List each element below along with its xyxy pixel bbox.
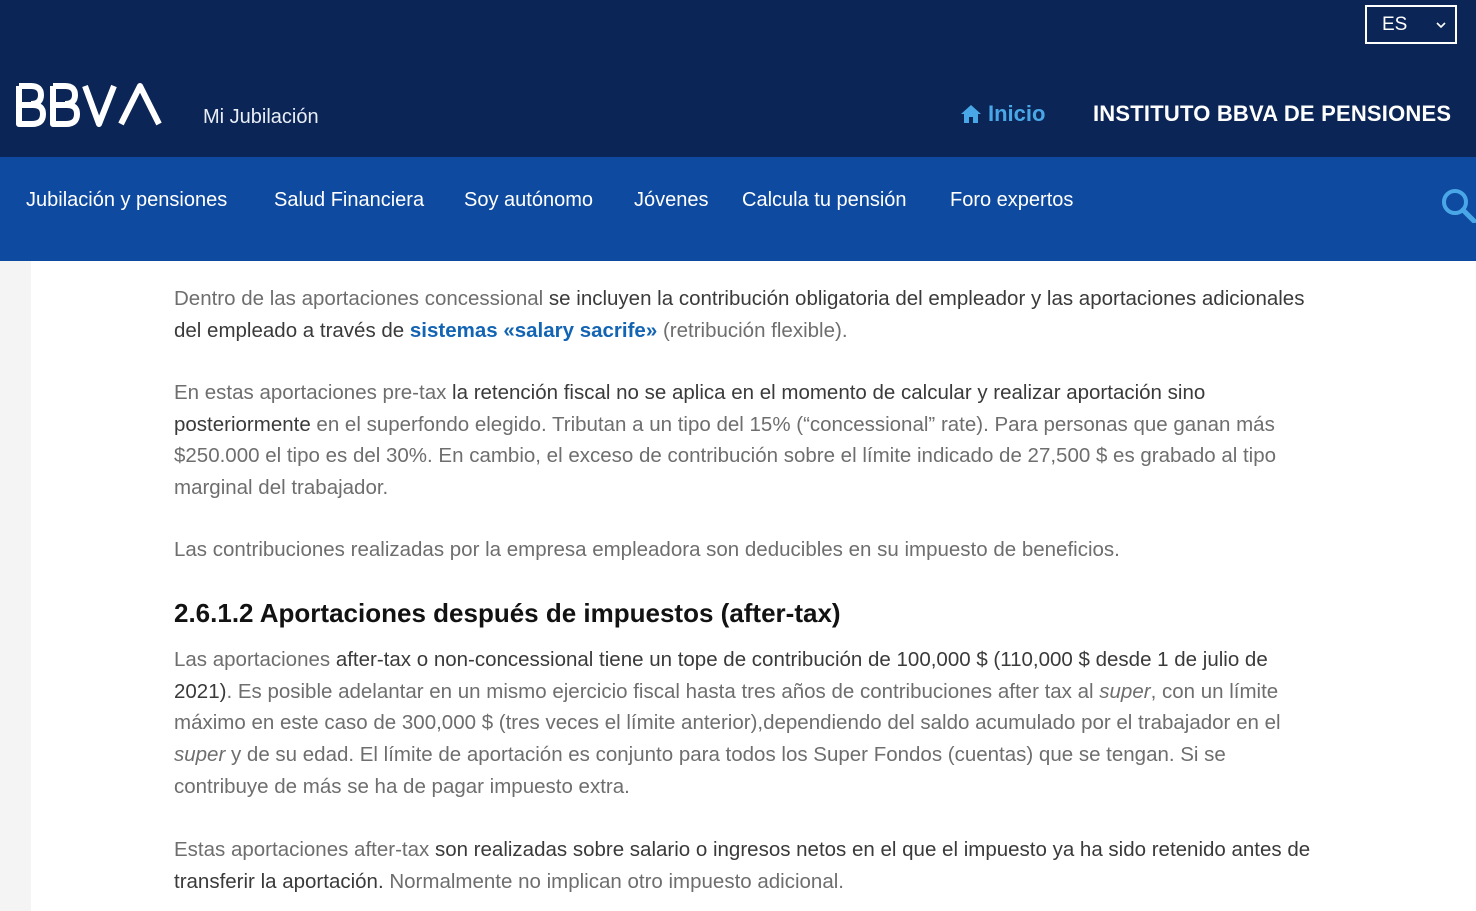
menu-item-foro-expertos[interactable]: Foro expertos bbox=[950, 189, 1074, 211]
home-label: Inicio bbox=[988, 101, 1046, 126]
paragraph-deducibles: Las contribuciones realizadas por la empresa empleadora son deducibles en su impuesto de beneficios. bbox=[174, 538, 1120, 561]
bbva-logo[interactable] bbox=[15, 82, 165, 128]
main-menu bbox=[0, 157, 1476, 261]
menu-item-jubilacion[interactable]: Jubilación y pensiones bbox=[26, 189, 228, 211]
search-icon[interactable] bbox=[1440, 187, 1476, 223]
text-italic: super bbox=[174, 743, 226, 767]
language-value: ES bbox=[1382, 13, 1408, 35]
section-heading: 2.6.1.2 Aportaciones después de impuestos (after-tax) bbox=[174, 598, 841, 628]
menu-item-salud-financiera[interactable]: Salud Financiera bbox=[274, 189, 425, 211]
text-bold: se incluyen la contribución obligatoria del empleador y las aportaciones adicionales del empleado a través de bbox=[174, 287, 1305, 342]
text-bold: after-tax o non-concessional tiene un tope de contribución de 100,000 $ (110,000 $ desde 1 de julio de 2021) bbox=[174, 648, 1268, 703]
salary-sacrifice-link[interactable]: sistemas «salary sacrife» bbox=[409, 318, 658, 342]
logo-subtitle: Mi Jubilación bbox=[203, 106, 319, 128]
text-bold: la retención fiscal no se aplica en el momento de calcular y realizar aportación sino posteriormente bbox=[174, 381, 1206, 436]
paragraph-after-tax bbox=[174, 644, 1324, 803]
text: Dentro de las aportaciones concessional bbox=[174, 287, 549, 310]
menu-item-calcula-pension[interactable]: Calcula tu pensión bbox=[742, 189, 907, 211]
text: , con un límite máximo en este caso de 300,000 $ (tres veces el límite anterior),dependiendo del saldo acumulado por el trabajador en el bbox=[174, 679, 1281, 735]
text-italic: super bbox=[1099, 679, 1151, 703]
menu-item-autonomo[interactable]: Soy autónomo bbox=[464, 189, 593, 211]
chevron-down-icon bbox=[1435, 19, 1447, 31]
paragraph-concessional bbox=[174, 283, 1324, 346]
text: En estas aportaciones pre-tax bbox=[174, 381, 453, 404]
menu-item-jovenes[interactable]: Jóvenes bbox=[634, 189, 709, 211]
text: Normalmente no implican otro impuesto adicional. bbox=[383, 869, 844, 893]
text: y de su edad. El límite de aportación es conjunto para todos los Super Fondos (cuentas) que se tengan. Si se contribuye de más se ha de pagar impuesto extra. bbox=[174, 743, 1226, 798]
text: . Es posible adelantar en un mismo ejercicio fiscal hasta tres años de contribuciones after tax al bbox=[226, 679, 1100, 703]
language-select[interactable] bbox=[1365, 5, 1457, 44]
text: en el superfondo elegido. Tributan a un tipo del 15% (“concessional” rate). Para personas que ganan más $250.000 el tipo es del 30%. En cambio, el exceso de contribución sobre el límite indicado de 27,500 $ es grabado al tipo marginal del trabajador. bbox=[174, 412, 1277, 500]
text: (retribución flexible). bbox=[657, 318, 848, 342]
home-icon bbox=[960, 104, 982, 124]
paragraph-pre-tax bbox=[174, 377, 1324, 504]
institute-link[interactable]: INSTITUTO BBVA DE PENSIONES bbox=[1093, 101, 1452, 126]
paragraph-after-tax-net bbox=[174, 834, 1324, 897]
text: Estas aportaciones after-tax bbox=[174, 838, 435, 861]
text-bold: son realizadas sobre salario o ingresos netos en el que el impuesto ya ha sido retenido antes de transferir la aportación. bbox=[174, 838, 1311, 893]
text: Las aportaciones bbox=[174, 648, 336, 671]
article-content bbox=[31, 261, 1476, 911]
home-link[interactable] bbox=[960, 101, 1045, 127]
top-header bbox=[0, 0, 1476, 157]
